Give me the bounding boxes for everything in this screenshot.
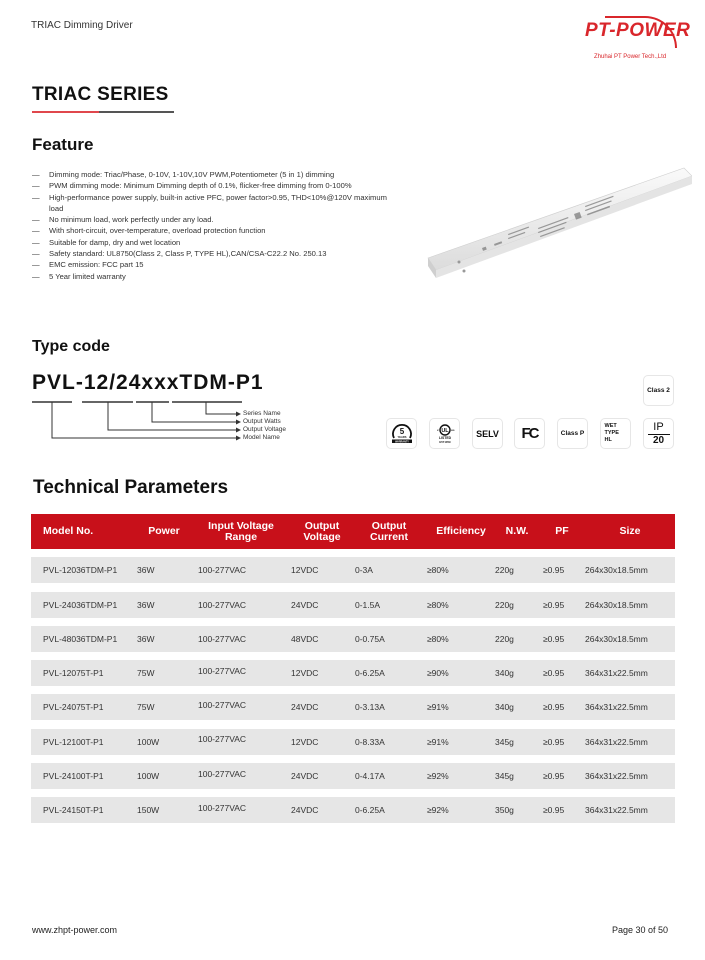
feature-item: — 5 Year limited warranty	[32, 271, 126, 281]
type-code-label-model: Model Name	[243, 434, 280, 441]
dash-bullet-icon: —	[32, 226, 40, 236]
table-row: PVL-12075T-P1 75W 100-277VAC 12VDC 0-6.25A ≥90% 340g ≥0.95 364x31x22.5mm	[31, 660, 675, 686]
class-p-badge: Class P	[557, 418, 588, 449]
warranty-icon	[389, 421, 415, 447]
table-header	[31, 514, 675, 549]
column-header-efficiency: Efficiency	[436, 525, 486, 537]
column-header-output-voltage: Output Voltage	[303, 519, 341, 543]
svg-text:E571059: E571059	[438, 439, 451, 444]
footer-website-link[interactable]: www.zhpt-power.com	[32, 925, 118, 935]
svg-text:UL: UL	[440, 427, 449, 434]
type-code-heading: Type code	[32, 338, 110, 355]
svg-text:c: c	[436, 427, 439, 432]
column-header-pf: PF	[555, 525, 569, 537]
type-code-label-voltage: Output Voltage	[243, 426, 287, 433]
table-row: PVL-12036TDM-P1 36W 100-277VAC 12VDC 0-3A ≥80% 220g ≥0.95 264x30x18.5mm	[31, 557, 675, 583]
feature-item: — Safety standard: UL8750(Class 2, Class P, TYPE HL),CAN/CSA-C22.2 No. 250.13	[32, 249, 327, 259]
fcc-badge	[514, 418, 545, 449]
ul-listed-badge	[429, 418, 460, 449]
series-underline	[32, 111, 174, 113]
technical-parameters-heading: Technical Parameters	[33, 477, 229, 498]
logo-brand: PT-POWER	[585, 20, 691, 41]
dash-bullet-icon: —	[32, 237, 40, 247]
ul-listed-icon	[432, 421, 458, 447]
wet-type-hl-badge: WET TYPE HL	[600, 418, 631, 449]
column-header-model: Model No.	[43, 525, 94, 537]
feature-item: — High-performance power supply, built-in active PFC, power factor>0.95, THD<10%@120V maximum load	[32, 192, 387, 213]
svg-text:WARRANTY: WARRANTY	[394, 439, 409, 443]
fcc-icon: FC	[521, 425, 538, 442]
dash-bullet-icon: —	[32, 260, 40, 270]
document-title: TRIAC Dimming Driver	[31, 20, 133, 31]
feature-heading: Feature	[32, 135, 94, 154]
svg-text:LISTED: LISTED	[438, 435, 451, 440]
table-row: PVL-24036TDM-P1 36W 100-277VAC 24VDC 0-1.5A ≥80% 220g ≥0.95 264x30x18.5mm	[31, 592, 675, 618]
table-row: PVL-48036TDM-P1 36W 100-277VAC 48VDC 0-0.75A ≥80% 220g ≥0.95 264x30x18.5mm	[31, 626, 675, 652]
type-code-label-series: Series Name	[243, 410, 281, 417]
series-title: TRIAC SERIES	[32, 84, 169, 105]
svg-text:YEARS: YEARS	[397, 435, 406, 439]
dash-bullet-icon: —	[32, 215, 40, 225]
column-header-output-current: Output Current	[370, 519, 408, 543]
table-row: PVL-12100T-P1 100W 100-277VAC 12VDC 0-8.33A ≥91% 345g ≥0.95 364x31x22.5mm	[31, 729, 675, 755]
type-code-diagram	[30, 398, 330, 458]
feature-item: — PWM dimming mode: Minimum Dimming depth of 0.1%, flicker-free dimming from 0-100%	[32, 181, 352, 191]
feature-item: — With short-circuit, over-temperature, overload protection function	[32, 226, 266, 236]
table-row: PVL-24100T-P1 100W 100-277VAC 24VDC 0-4.17A ≥92% 345g ≥0.95 364x31x22.5mm	[31, 763, 675, 789]
company-logo	[585, 20, 691, 64]
column-header-input-voltage: Input Voltage Range	[208, 519, 274, 543]
feature-item: — Suitable for damp, dry and wet location	[32, 237, 181, 247]
dash-bullet-icon: —	[32, 170, 40, 179]
ip20-badge: IP 20	[643, 418, 674, 449]
dash-bullet-icon: —	[32, 271, 40, 281]
dash-bullet-icon: —	[32, 181, 40, 191]
feature-item: — No minimum load, work perfectly under any load.	[32, 215, 214, 225]
page-number: Page 30 of 50	[612, 925, 669, 935]
feature-item: — EMC emission: FCC part 15	[32, 260, 144, 270]
dash-bullet-icon: —	[32, 249, 40, 259]
product-image	[422, 166, 692, 281]
column-header-power: Power	[148, 525, 180, 537]
feature-item: — Dimming mode: Triac/Phase, 0-10V, 1-10V,10V PWM,Potentiometer (5 in 1) dimming	[32, 170, 335, 179]
dash-bullet-icon: —	[32, 192, 40, 202]
selv-badge: SELV	[472, 418, 503, 449]
column-header-size: Size	[619, 525, 641, 537]
table-row: PVL-24075T-P1 75W 100-277VAC 24VDC 0-3.13A ≥91% 340g ≥0.95 364x31x22.5mm	[31, 694, 675, 720]
svg-text:5: 5	[399, 426, 404, 436]
logo-tagline: Zhuhai PT Power Tech.,Ltd	[594, 54, 667, 60]
svg-text:us: us	[450, 427, 455, 432]
class-2-badge: Class 2	[643, 375, 674, 406]
technical-parameters-table	[31, 514, 675, 823]
feature-list	[32, 169, 402, 282]
table-row: PVL-24150T-P1 150W 100-277VAC 24VDC 0-6.25A ≥92% 350g ≥0.95 364x31x22.5mm	[31, 797, 675, 823]
type-code-value: PVL-12/24xxxTDM-P1	[32, 371, 264, 394]
column-header-net-weight: N.W.	[505, 525, 529, 537]
type-code-label-watts: Output Watts	[243, 418, 281, 425]
warranty-5-year-badge	[386, 418, 417, 449]
